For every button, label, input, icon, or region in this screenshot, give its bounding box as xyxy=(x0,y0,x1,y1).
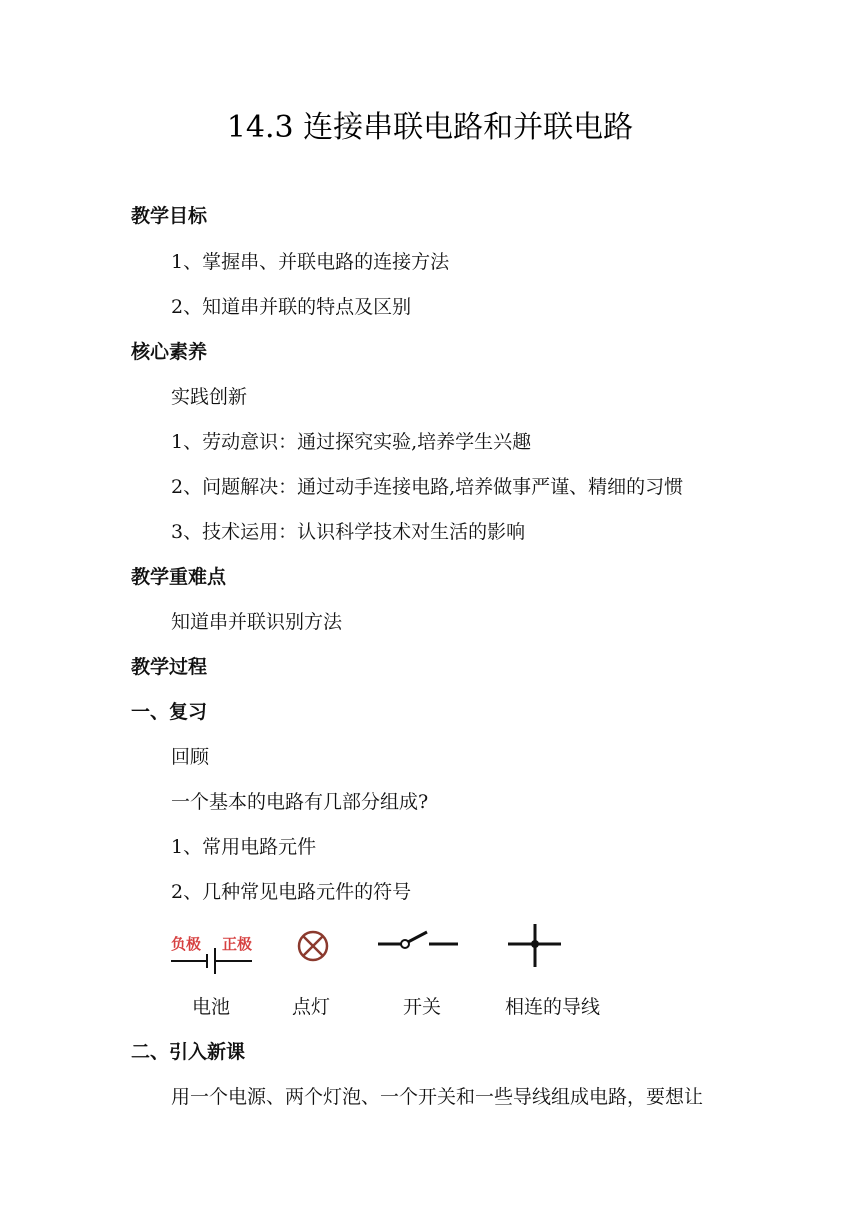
literacy-item: 3、技术运用：认识科学技术对生活的影响 xyxy=(171,521,526,543)
lamp-label: 点灯 xyxy=(292,996,331,1018)
battery-label: 电池 xyxy=(192,996,231,1018)
literacy-intro: 实践创新 xyxy=(171,386,248,408)
review-item: 一个基本的电路有几部分组成? xyxy=(171,791,429,813)
new-lesson-item: 用一个电源、两个灯泡、一个开关和一些导线组成电路，要想让 xyxy=(171,1086,704,1108)
literacy-item: 1、劳动意识：通过探究实验,培养学生兴趣 xyxy=(171,431,532,453)
battery-negative-label: 负极 xyxy=(171,935,202,953)
literacy-item: 2、问题解决：通过动手连接电路,培养做事严谨、精细的习惯 xyxy=(171,476,684,498)
process-heading: 教学过程 xyxy=(131,656,208,678)
key-points-heading: 教学重难点 xyxy=(131,566,227,588)
review-heading: 一、复习 xyxy=(131,701,208,723)
review-item: 2、几种常见电路元件的符号 xyxy=(171,881,412,903)
new-lesson-heading: 二、引入新课 xyxy=(131,1041,246,1063)
review-item: 回顾 xyxy=(171,746,210,768)
battery-icon xyxy=(171,948,252,974)
review-item: 1、常用电路元件 xyxy=(171,836,317,858)
literacy-heading: 核心素养 xyxy=(131,341,208,363)
key-point-item: 知道串并联识别方法 xyxy=(171,611,343,633)
battery-positive-label: 正极 xyxy=(222,935,253,953)
junction-label: 相连的导线 xyxy=(505,996,601,1018)
objective-item: 1、掌握串、并联电路的连接方法 xyxy=(171,251,450,273)
switch-icon xyxy=(378,932,458,948)
objectives-heading: 教学目标 xyxy=(131,205,208,227)
switch-label: 开关 xyxy=(403,996,442,1018)
lamp-icon xyxy=(299,932,327,960)
objective-item: 2、知道串并联的特点及区别 xyxy=(171,296,412,318)
page-title: 14.3 连接串联电路和并联电路 xyxy=(226,110,634,145)
wire-junction-icon xyxy=(508,924,561,967)
